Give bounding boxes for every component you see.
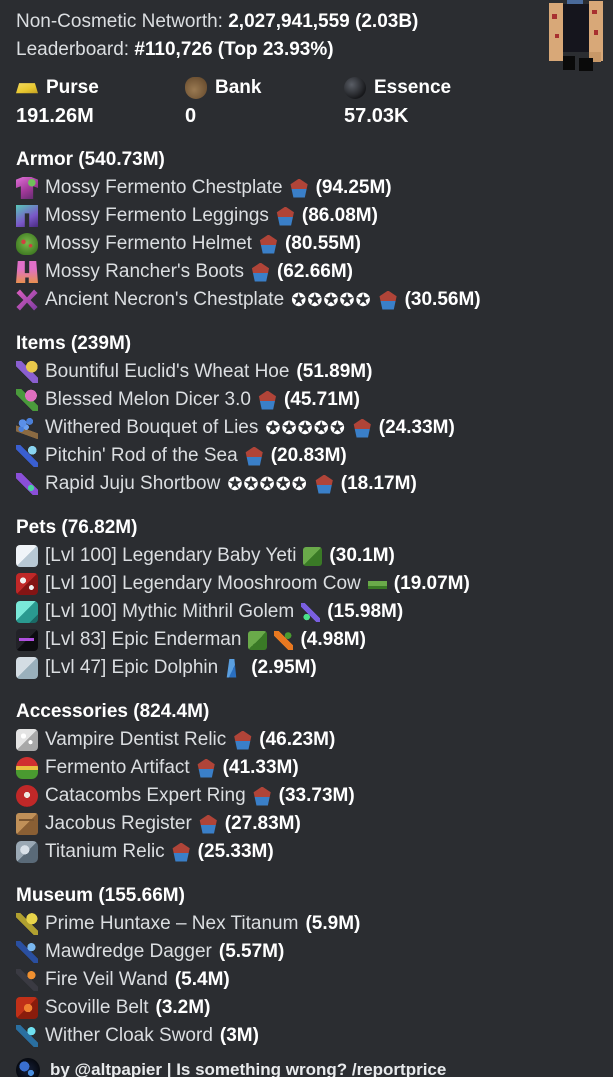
item-row xyxy=(16,626,597,654)
item-row xyxy=(16,414,597,442)
essence-value: 57.03K xyxy=(344,105,409,127)
player-skin-render-icon xyxy=(547,0,605,76)
item-row xyxy=(16,542,597,570)
belt-icon xyxy=(16,997,38,1019)
footer-text: by @altpapier | Is something wrong? /reportprice xyxy=(50,1060,447,1077)
item-name: Bountiful Euclid's Wheat Hoe xyxy=(45,361,290,382)
axe-icon xyxy=(16,913,38,935)
necron-chestplate-icon xyxy=(16,289,38,311)
recombobulator-icon xyxy=(259,235,278,254)
fishing-rod-icon xyxy=(16,445,38,467)
item-name: [Lvl 100] Legendary Mooshroom Cow xyxy=(45,573,361,594)
item-value: (5.4M) xyxy=(174,969,230,990)
recombobulator-icon xyxy=(172,843,191,862)
section-accessories xyxy=(16,698,597,866)
essence-stat xyxy=(344,74,451,130)
item-row xyxy=(16,782,597,810)
bank-stat xyxy=(185,74,344,130)
item-name: Fire Veil Wand xyxy=(45,969,168,990)
item-name: Mossy Fermento Leggings xyxy=(45,205,269,226)
golem-head-icon xyxy=(16,601,38,623)
item-name: Vampire Dentist Relic xyxy=(45,729,227,750)
recombobulator-icon xyxy=(276,207,295,226)
bot-avatar-icon xyxy=(16,1058,40,1077)
register-box-icon xyxy=(16,813,38,835)
item-row xyxy=(16,726,597,754)
item-value: (2.95M) xyxy=(251,657,317,678)
bank-value: 0 xyxy=(185,105,197,127)
master-stars: ✪✪✪✪✪ xyxy=(227,473,308,495)
item-name: Fermento Artifact xyxy=(45,757,190,778)
leaderboard-label: Leaderboard: xyxy=(16,39,130,60)
recombobulator-icon xyxy=(197,759,216,778)
bank-label: Bank xyxy=(215,77,262,98)
item-value: (3M) xyxy=(219,1025,259,1046)
item-row xyxy=(16,358,597,386)
pet-item-icon xyxy=(303,547,322,566)
item-name: Mawdredge Dagger xyxy=(45,941,212,962)
wand-icon xyxy=(16,969,38,991)
item-row xyxy=(16,286,597,314)
purse-value: 191.26M xyxy=(16,105,94,127)
yeti-head-icon xyxy=(16,545,38,567)
mooshroom-head-icon xyxy=(16,573,38,595)
item-row xyxy=(16,1022,597,1050)
item-name: [Lvl 47] Epic Dolphin xyxy=(45,657,219,678)
recombobulator-icon xyxy=(258,391,277,410)
boots-icon xyxy=(16,261,38,283)
leaderboard-value: #110,726 (Top 23.93%) xyxy=(134,39,334,60)
recombobulator-icon xyxy=(290,179,309,198)
leggings-icon xyxy=(16,205,38,227)
item-row xyxy=(16,470,597,498)
item-value: (62.66M) xyxy=(276,261,354,282)
dolphin-head-icon xyxy=(16,657,38,679)
item-name: Blessed Melon Dicer 3.0 xyxy=(45,389,251,410)
essence-label: Essence xyxy=(374,77,452,98)
item-row xyxy=(16,386,597,414)
section-title: Museum (155.66M) xyxy=(16,885,185,906)
item-value: (5.9M) xyxy=(305,913,361,934)
titanium-relic-icon xyxy=(16,841,38,863)
item-value: (51.89M) xyxy=(296,361,373,382)
item-row xyxy=(16,654,597,682)
item-name: Scoville Belt xyxy=(45,997,149,1018)
dagger-icon xyxy=(16,941,38,963)
item-name: Pitchin' Rod of the Sea xyxy=(45,445,238,466)
item-value: (3.2M) xyxy=(155,997,211,1018)
item-name: Jacobus Register xyxy=(45,813,192,834)
item-row xyxy=(16,570,597,598)
master-stars: ✪✪✪✪✪ xyxy=(291,289,372,311)
item-name: [Lvl 100] Legendary Baby Yeti xyxy=(45,545,297,566)
item-value: (33.73M) xyxy=(278,785,355,806)
enderman-head-icon xyxy=(16,629,38,651)
item-value: (5.57M) xyxy=(218,941,285,962)
item-row xyxy=(16,598,597,626)
item-name: Prime Huntaxe – Nex Titanum xyxy=(45,913,299,934)
item-value: (19.07M) xyxy=(393,573,470,594)
purse-stat xyxy=(16,74,185,130)
networth-value: 2,027,941,559 (2.03B) xyxy=(228,11,419,32)
money-bag-icon xyxy=(185,77,207,99)
flippers-icon xyxy=(225,659,244,678)
item-row xyxy=(16,966,597,994)
chestplate-icon xyxy=(16,177,38,199)
section-armor xyxy=(16,146,597,314)
recombobulator-icon xyxy=(353,419,372,438)
recombobulator-icon xyxy=(315,475,334,494)
item-row xyxy=(16,258,597,286)
item-name: Withered Bouquet of Lies xyxy=(45,417,259,438)
carrot-icon xyxy=(274,631,293,650)
bouquet-icon xyxy=(16,417,38,439)
section-title: Armor (540.73M) xyxy=(16,149,165,170)
item-row xyxy=(16,754,597,782)
item-row xyxy=(16,174,597,202)
recombobulator-icon xyxy=(379,291,398,310)
item-name: Wither Cloak Sword xyxy=(45,1025,213,1046)
dicer-icon xyxy=(16,389,38,411)
pet-item-icon xyxy=(368,575,387,594)
pet-item-icon xyxy=(248,631,267,650)
item-name: Titanium Relic xyxy=(45,841,165,862)
item-name: Mossy Fermento Helmet xyxy=(45,233,252,254)
item-row xyxy=(16,994,597,1022)
purse-label: Purse xyxy=(46,77,99,98)
footer xyxy=(16,1058,597,1077)
relic-icon xyxy=(16,729,38,751)
section-items xyxy=(16,330,597,498)
item-name: Mossy Fermento Chestplate xyxy=(45,177,283,198)
item-value: (45.71M) xyxy=(283,389,360,410)
item-name: [Lvl 83] Epic Enderman xyxy=(45,629,242,650)
item-name: Mossy Rancher's Boots xyxy=(45,261,244,282)
item-value: (4.98M) xyxy=(300,629,366,650)
recombobulator-icon xyxy=(251,263,270,282)
gold-ingot-icon xyxy=(16,77,38,99)
item-value: (86.08M) xyxy=(301,205,378,226)
item-name: Ancient Necron's Chestplate xyxy=(45,289,285,310)
item-row xyxy=(16,442,597,470)
leaderboard-line xyxy=(16,36,597,64)
item-value: (80.55M) xyxy=(284,233,361,254)
master-stars: ✪✪✪✪✪ xyxy=(265,417,346,439)
recombobulator-icon xyxy=(233,731,252,750)
helmet-icon xyxy=(16,233,38,255)
sword-icon xyxy=(16,1025,38,1047)
item-row xyxy=(16,910,597,938)
item-row xyxy=(16,838,597,866)
essence-orb-icon xyxy=(344,77,366,99)
item-value: (24.33M) xyxy=(378,417,455,438)
hoe-icon xyxy=(16,361,38,383)
item-name: [Lvl 100] Mythic Mithril Golem xyxy=(45,601,295,622)
item-value: (30.1M) xyxy=(329,545,395,566)
item-value: (46.23M) xyxy=(259,729,336,750)
section-title: Pets (76.82M) xyxy=(16,517,138,538)
recombobulator-icon xyxy=(245,447,264,466)
item-value: (18.17M) xyxy=(340,473,417,494)
bow-icon xyxy=(16,473,38,495)
artifact-icon xyxy=(16,757,38,779)
item-value: (27.83M) xyxy=(224,813,301,834)
item-row xyxy=(16,810,597,838)
pickaxe-icon xyxy=(301,603,320,622)
section-pets xyxy=(16,514,597,682)
item-value: (94.25M) xyxy=(315,177,392,198)
item-name: Catacombs Expert Ring xyxy=(45,785,246,806)
item-name: Rapid Juju Shortbow xyxy=(45,473,221,494)
item-value: (15.98M) xyxy=(327,601,404,622)
networth-line xyxy=(16,8,597,36)
currency-stats xyxy=(16,74,597,130)
section-museum xyxy=(16,882,597,1050)
item-row xyxy=(16,938,597,966)
item-row xyxy=(16,230,597,258)
networth-label: Non-Cosmetic Networth: xyxy=(16,11,223,32)
item-value: (25.33M) xyxy=(197,841,274,862)
ring-icon xyxy=(16,785,38,807)
recombobulator-icon xyxy=(253,787,272,806)
section-title: Items (239M) xyxy=(16,333,132,354)
section-title: Accessories (824.4M) xyxy=(16,701,210,722)
item-value: (41.33M) xyxy=(222,757,299,778)
item-row xyxy=(16,202,597,230)
recombobulator-icon xyxy=(199,815,218,834)
item-value: (20.83M) xyxy=(270,445,347,466)
item-value: (30.56M) xyxy=(404,289,481,310)
